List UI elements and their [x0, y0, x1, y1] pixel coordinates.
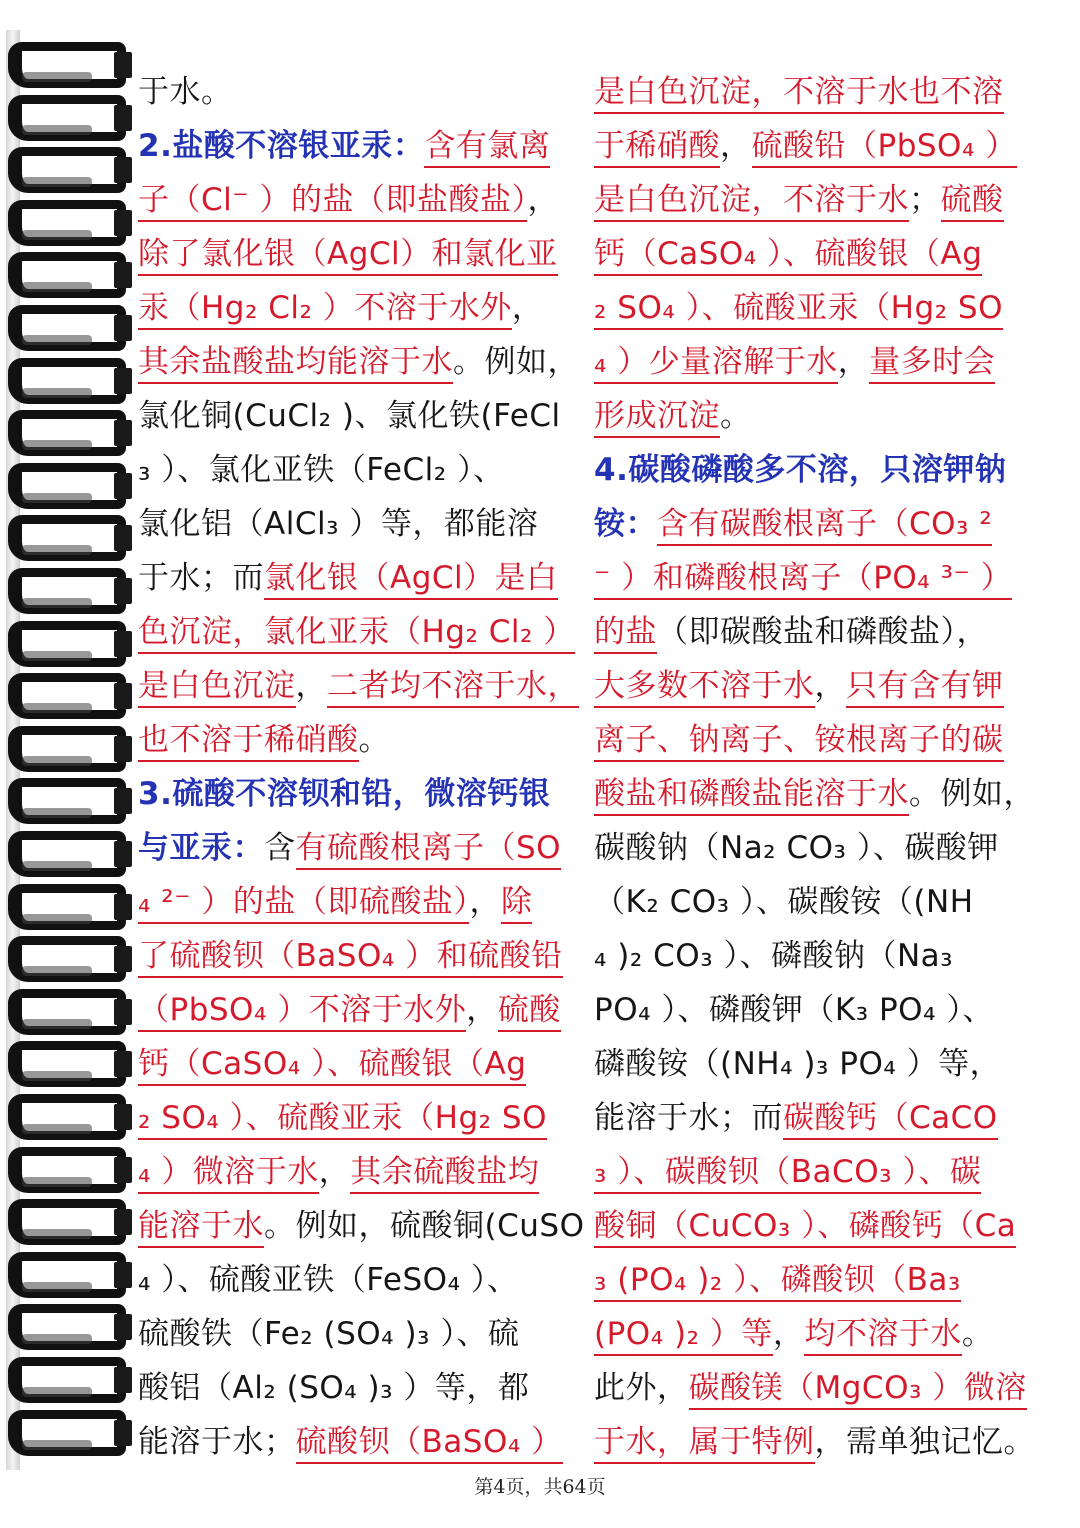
body-text: 。: [358, 722, 390, 758]
body-text: 于水。: [138, 74, 233, 110]
body-text: ，需单独记忆。: [814, 1424, 1035, 1460]
body-text: 碳酸钠（Na₂ CO₃ ）、碳酸钾: [594, 830, 999, 866]
left-column-line: [138, 1145, 576, 1199]
section-heading: 4.碳酸磷酸多不溶，只溶钾钠: [594, 452, 1007, 488]
highlighted-text: 其余盐酸盐均能溶于水: [138, 344, 453, 384]
highlighted-text: ₄ ）微溶于水: [138, 1154, 319, 1194]
highlighted-text: 硫酸: [498, 992, 561, 1032]
body-text: ，: [295, 668, 327, 704]
spiral-ring-icon: [8, 1041, 132, 1093]
highlighted-text: ⁻ ）和磷酸根离子（PO₄ ³⁻ ）: [594, 560, 1012, 600]
highlighted-text: 的盐: [594, 614, 657, 654]
section-heading: 与亚汞：: [138, 830, 264, 866]
body-text: ，: [814, 668, 846, 704]
left-column-line: [138, 1415, 576, 1469]
right-column-line: [594, 1307, 1034, 1361]
highlighted-text: 硫酸: [941, 182, 1004, 222]
left-column-line: [138, 227, 576, 281]
highlighted-text: ₃ ）、碳酸钡（BaCO₃ ）、碳: [594, 1154, 981, 1194]
body-text: 于水；而: [138, 560, 264, 596]
highlighted-text: ₃ (PO₄ )₂ ）、磷酸钡（Ba₃: [594, 1262, 961, 1302]
right-column-line: [594, 119, 1034, 173]
left-column-line: [138, 281, 576, 335]
body-text: ，: [466, 992, 498, 1028]
left-column-line: [138, 497, 576, 551]
highlighted-text: 色沉淀，氯化亚汞（Hg₂ Cl₂ ）: [138, 614, 575, 654]
page-number: 第4页，共64页: [474, 1476, 606, 1498]
highlighted-text: ₂ SO₄ ）、硫酸亚汞（Hg₂ SO: [138, 1100, 547, 1140]
right-column-line: [594, 929, 1034, 983]
right-column-line: [594, 1145, 1034, 1199]
highlighted-text: 量多时会: [869, 344, 995, 384]
spiral-ring-icon: [8, 1304, 132, 1356]
body-text: ，: [318, 1154, 351, 1190]
highlighted-text: 二者均不溶于水，: [327, 668, 579, 708]
body-text: 氯化铜(CuCl₂ )、氯化铁(FeCl: [138, 398, 561, 434]
spiral-ring-icon: [8, 410, 132, 462]
left-column-line: [138, 119, 576, 173]
highlighted-text: 除: [501, 884, 533, 924]
left-column-line: [138, 821, 576, 875]
left-column-line: [138, 929, 576, 983]
spiral-ring-icon: [8, 95, 132, 147]
left-column-line: [138, 713, 576, 767]
spiral-ring-icon: [8, 358, 132, 410]
right-column-line: [594, 1415, 1034, 1469]
highlighted-text: 钙（CaSO₄ ）、硫酸银（Ag: [138, 1046, 526, 1086]
body-text: 。: [720, 398, 752, 434]
highlighted-text: 含有碳酸根离子（CO₃ ²: [657, 506, 992, 546]
body-text: 。: [961, 1316, 994, 1352]
spiral-ring-icon: [8, 515, 132, 567]
body-text: ；: [909, 182, 941, 218]
spiral-ring-icon: [8, 305, 132, 357]
left-column-line: [138, 335, 579, 389]
body-text: 酸铝（Al₂ (SO₄ )₃ ）等，都: [138, 1370, 530, 1406]
spiral-ring-icon: [8, 884, 132, 936]
body-text: （K₂ CO₃ ）、碳酸铵（(NH: [594, 884, 974, 920]
right-column-line: [594, 1253, 1034, 1307]
body-text: 磷酸铵（(NH₄ )₃ PO₄ ）等，: [594, 1046, 1002, 1082]
body-text: （即碳酸盐和磷酸盐），: [657, 614, 988, 650]
left-column-line: [138, 1091, 576, 1145]
body-text: 。例如，: [909, 776, 1035, 812]
highlighted-text: 硫酸铅（PbSO₄ ）: [752, 128, 1017, 168]
spiral-ring-icon: [8, 936, 132, 988]
body-text: ，: [469, 884, 501, 920]
spiral-ring-icon: [8, 1199, 132, 1251]
spiral-ring-icon: [8, 726, 132, 778]
spiral-ring-icon: [8, 463, 132, 515]
highlighted-text: 汞（Hg₂ Cl₂ ）不溶于水外: [138, 290, 512, 330]
body-text: ，: [720, 128, 752, 164]
left-column-line: [138, 65, 576, 119]
right-column-line: [594, 281, 1034, 335]
spiral-ring-icon: [8, 1094, 132, 1146]
left-column-line: [138, 1037, 576, 1091]
right-column-line: [594, 713, 1034, 767]
right-column-line: [594, 1199, 1034, 1253]
body-text: ₄ )₂ CO₃ ）、磷酸钠（Na₃: [594, 938, 954, 974]
spiral-binding: [0, 30, 135, 1470]
body-text: 氯化铝（AlCl₃ ）等，都能溶: [138, 506, 539, 542]
right-column-line: [594, 173, 1034, 227]
body-text: 。例如，硫酸铜(CuSO: [264, 1208, 585, 1244]
spiral-ring-icon: [8, 1252, 132, 1304]
left-column-line: [138, 1199, 585, 1253]
body-text: ₄ ）、硫酸亚铁（FeSO₄ ）、: [138, 1262, 519, 1298]
highlighted-text: 了硫酸钡（BaSO₄ ）和硫酸铅: [138, 938, 563, 978]
left-column-line: [138, 1253, 576, 1307]
highlighted-text: 于水，属于特例: [594, 1424, 815, 1464]
body-text: ₃ ）、氯化亚铁（FeCl₂ ）、: [138, 452, 505, 488]
highlighted-text: 钙（CaSO₄ ）、硫酸银（Ag: [594, 236, 982, 276]
highlighted-text: 于稀硝酸: [594, 128, 720, 168]
highlighted-text: （PbSO₄ ）不溶于水外: [138, 992, 466, 1032]
right-column-line: [594, 983, 1034, 1037]
highlighted-text: 硫酸钡（BaSO₄ ）: [296, 1424, 563, 1464]
left-column-line: [138, 605, 576, 659]
right-column-line: [594, 1091, 1034, 1145]
body-text: ，: [527, 182, 559, 218]
body-text: 能溶于水；: [138, 1424, 296, 1460]
highlighted-text: 有硫酸根离子（SO: [296, 830, 562, 870]
highlighted-text: 碳酸钙（CaCO: [783, 1100, 998, 1140]
right-column-line: [594, 1037, 1034, 1091]
right-column-line: [594, 65, 1034, 119]
spiral-ring-icon: [8, 778, 132, 830]
highlighted-text: 碳酸镁（MgCO₃ ）微溶: [689, 1370, 1027, 1410]
body-text: 此外，: [594, 1370, 689, 1406]
left-column-line: [138, 875, 576, 929]
highlighted-text: 形成沉淀: [594, 398, 720, 438]
section-heading: 2.盐酸不溶银亚汞：: [138, 128, 425, 164]
highlighted-text: 均不溶于水: [804, 1316, 962, 1356]
section-heading: 铵：: [594, 506, 657, 542]
highlighted-text: 离子、钠离子、铵根离子的碳: [594, 722, 1004, 762]
spiral-ring-icon: [8, 831, 132, 883]
right-column-line: [594, 767, 1034, 821]
left-column-line: [138, 983, 576, 1037]
highlighted-text: 也不溶于稀硝酸: [138, 722, 359, 762]
spiral-ring-icon: [8, 1410, 132, 1462]
right-column-line: [594, 1361, 1034, 1415]
left-column-line: [138, 767, 576, 821]
highlighted-text: 是白色沉淀，不溶于水也不溶: [594, 74, 1004, 114]
right-column-line: [594, 875, 1034, 929]
highlighted-text: 能溶于水: [138, 1208, 264, 1248]
highlighted-text: 只有含有钾: [846, 668, 1004, 708]
highlighted-text: ₄ ²⁻ ）的盐（即硫酸盐）: [138, 884, 469, 924]
body-text: ，: [837, 344, 870, 380]
left-column-line: [138, 659, 579, 713]
highlighted-text: (PO₄ )₂ ）等: [594, 1316, 773, 1356]
spiral-ring-icon: [8, 1147, 132, 1199]
left-column: [138, 65, 585, 1469]
highlighted-text: 含有氯离: [424, 128, 550, 168]
right-column: [594, 65, 1034, 1469]
right-column-line: [594, 227, 1034, 281]
highlighted-text: 子（Cl⁻ ）的盐（即盐酸盐）: [138, 182, 527, 222]
spiral-ring-icon: [8, 42, 132, 94]
spiral-ring-icon: [8, 252, 132, 304]
highlighted-text: ₂ SO₄ ）、硫酸亚汞（Hg₂ SO: [594, 290, 1003, 330]
highlighted-text: 是白色沉淀: [138, 668, 296, 708]
body-text: ，: [772, 1316, 805, 1352]
right-column-line: [594, 605, 1034, 659]
highlighted-text: ₄ ）少量溶解于水: [594, 344, 838, 384]
right-column-line: [594, 497, 1034, 551]
right-column-line: [594, 389, 1034, 443]
body-text: 。例如，: [453, 344, 579, 380]
spiral-ring-icon: [8, 568, 132, 620]
highlighted-text: 酸铜（CuCO₃ ）、磷酸钙（Ca: [594, 1208, 1016, 1248]
left-column-line: [138, 173, 576, 227]
body-text: ，: [511, 290, 544, 326]
spiral-ring-icon: [8, 621, 132, 673]
spiral-ring-icon: [8, 1357, 132, 1409]
left-column-line: [138, 1307, 576, 1361]
right-column-line: [594, 551, 1034, 605]
highlighted-text: 是白色沉淀，不溶于水: [594, 182, 909, 222]
body-text: 能溶于水；而: [594, 1100, 783, 1136]
right-column-line: [594, 335, 1034, 389]
right-column-line: [594, 659, 1034, 713]
right-column-line: [594, 443, 1034, 497]
highlighted-text: 除了氯化银（AgCl）和氯化亚: [138, 236, 558, 276]
left-column-line: [138, 1361, 576, 1415]
body-text: PO₄ ）、磷酸钾（K₃ PO₄ ）、: [594, 992, 994, 1028]
left-column-line: [138, 551, 576, 605]
right-column-line: [594, 821, 1034, 875]
highlighted-text: 酸盐和磷酸盐能溶于水: [594, 776, 909, 816]
spiral-ring-icon: [8, 147, 132, 199]
highlighted-text: 其余硫酸盐均: [350, 1154, 539, 1194]
body-text: 硫酸铁（Fe₂ (SO₄ )₃ ）、硫: [138, 1316, 520, 1352]
spiral-ring-icon: [8, 673, 132, 725]
spiral-ring-icon: [8, 200, 132, 252]
section-heading: 3.硫酸不溶钡和铅，微溶钙银: [138, 776, 551, 812]
highlighted-text: 氯化银（AgCl）是白: [264, 560, 558, 600]
body-text: 含: [264, 830, 296, 866]
highlighted-text: 大多数不溶于水: [594, 668, 815, 708]
spiral-ring-icon: [8, 989, 132, 1041]
left-column-line: [138, 443, 576, 497]
left-column-line: [138, 389, 576, 443]
